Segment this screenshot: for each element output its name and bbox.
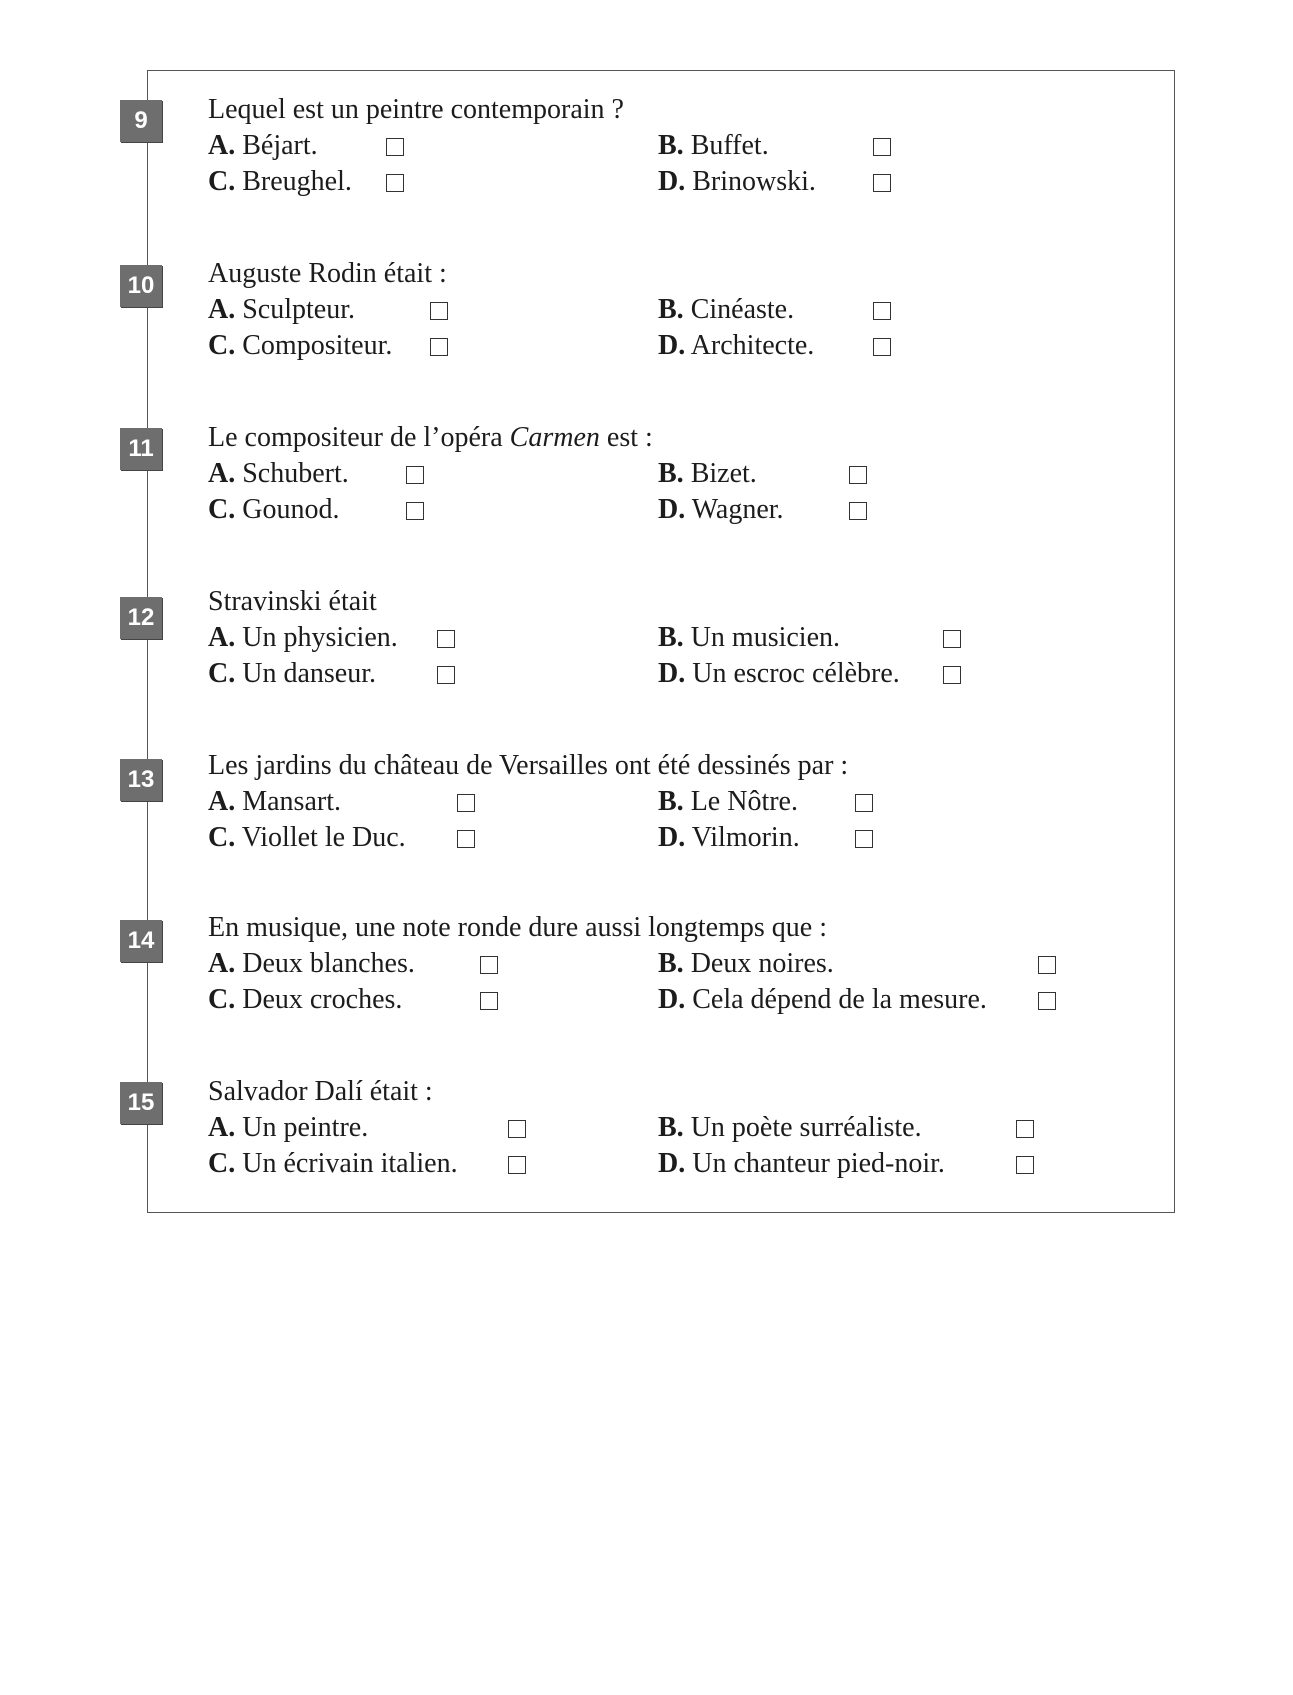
answer-option-letter: A. — [208, 458, 236, 489]
answer-checkbox[interactable] — [480, 956, 498, 974]
question-stem — [208, 584, 377, 620]
answer-option-letter: B. — [658, 294, 684, 325]
answer-option-text: Breughel. — [242, 166, 352, 197]
question-stem-italic: Carmen — [509, 422, 600, 453]
answer-option-text: Schubert. — [242, 458, 349, 489]
answer-option-text: Cela dépend de la mesure. — [692, 984, 987, 1015]
answer-option-letter: D. — [658, 494, 686, 525]
question-number-badge: 15 — [120, 1082, 162, 1124]
answer-option-text: Architecte. — [690, 330, 815, 361]
answer-checkbox[interactable] — [406, 502, 424, 520]
question-stem — [208, 420, 653, 456]
answer-option-letter: B. — [658, 622, 684, 653]
answer-option — [208, 164, 352, 200]
answer-option-letter: D. — [658, 984, 686, 1015]
question-stem-text: Lequel est un peintre contemporain ? — [208, 94, 624, 125]
answer-checkbox[interactable] — [873, 302, 891, 320]
question-stem — [208, 256, 447, 292]
question-stem — [208, 748, 848, 784]
answer-option — [658, 292, 794, 328]
answer-option — [658, 492, 784, 528]
answer-option-letter: D. — [658, 822, 686, 853]
answer-option — [208, 1110, 368, 1146]
question-stem — [208, 910, 827, 946]
answer-option-text: Mansart. — [242, 786, 341, 817]
answer-option-text: Un escroc célèbre. — [692, 658, 900, 689]
answer-option-letter: A. — [208, 786, 236, 817]
answer-option — [658, 620, 840, 656]
question-number-badge: 12 — [120, 597, 162, 639]
answer-option — [658, 656, 900, 692]
answer-checkbox[interactable] — [457, 794, 475, 812]
answer-checkbox[interactable] — [508, 1156, 526, 1174]
answer-checkbox[interactable] — [873, 338, 891, 356]
answer-option — [658, 456, 757, 492]
answer-option-letter: C. — [208, 984, 236, 1015]
question-stem — [208, 1074, 433, 1110]
question-stem-text: En musique, une note ronde dure aussi longtemps que : — [208, 912, 827, 943]
answer-option — [208, 328, 392, 364]
answer-option — [208, 820, 406, 856]
answer-checkbox[interactable] — [386, 174, 404, 192]
answer-option-text: Un poète surréaliste. — [690, 1112, 922, 1143]
answer-checkbox[interactable] — [873, 138, 891, 156]
answer-option-text: Deux blanches. — [242, 948, 415, 979]
answer-checkbox[interactable] — [855, 830, 873, 848]
question-stem-text-after: est : — [599, 422, 653, 453]
answer-option-letter: C. — [208, 494, 236, 525]
answer-checkbox[interactable] — [1016, 1156, 1034, 1174]
answer-option-text: Brinowski. — [692, 166, 816, 197]
answer-checkbox[interactable] — [430, 302, 448, 320]
answer-option-letter: A. — [208, 130, 236, 161]
answer-option-letter: B. — [658, 948, 684, 979]
answer-option — [208, 620, 398, 656]
answer-option-text: Béjart. — [242, 130, 318, 161]
answer-option — [208, 292, 355, 328]
question-stem-text: Salvador Dalí était : — [208, 1076, 433, 1107]
answer-option-letter: C. — [208, 822, 236, 853]
answer-option-text: Viollet le Duc. — [241, 822, 406, 853]
answer-option-text: Compositeur. — [242, 330, 393, 361]
answer-option-letter: D. — [658, 658, 686, 689]
answer-option-text: Gounod. — [242, 494, 340, 525]
answer-checkbox[interactable] — [437, 630, 455, 648]
question-number-badge: 11 — [120, 428, 162, 470]
answer-option — [208, 946, 415, 982]
answer-checkbox[interactable] — [457, 830, 475, 848]
answer-option — [658, 1110, 922, 1146]
answer-checkbox[interactable] — [873, 174, 891, 192]
answer-checkbox[interactable] — [1038, 992, 1056, 1010]
answer-option-letter: C. — [208, 330, 236, 361]
answer-checkbox[interactable] — [1016, 1120, 1034, 1138]
answer-checkbox[interactable] — [480, 992, 498, 1010]
answer-option-text: Vilmorin. — [691, 822, 800, 853]
answer-checkbox[interactable] — [943, 630, 961, 648]
answer-checkbox[interactable] — [855, 794, 873, 812]
question-number-badge: 14 — [120, 920, 162, 962]
answer-option-letter: B. — [658, 1112, 684, 1143]
answer-option-text: Un peintre. — [242, 1112, 369, 1143]
answer-option-text: Un danseur. — [242, 658, 376, 689]
answer-checkbox[interactable] — [849, 466, 867, 484]
answer-option-letter: D. — [658, 1148, 686, 1179]
answer-option — [208, 128, 318, 164]
answer-option-text: Un physicien. — [242, 622, 398, 653]
answer-checkbox[interactable] — [849, 502, 867, 520]
answer-option — [208, 456, 349, 492]
answer-option-text: Un musicien. — [690, 622, 840, 653]
answer-option-text: Le Nôtre. — [690, 786, 798, 817]
answer-option-letter: B. — [658, 786, 684, 817]
answer-option-letter: D. — [658, 166, 686, 197]
answer-option — [658, 1146, 945, 1182]
answer-option-letter: A. — [208, 622, 236, 653]
answer-checkbox[interactable] — [1038, 956, 1056, 974]
answer-checkbox[interactable] — [386, 138, 404, 156]
answer-option-text: Un chanteur pied-noir. — [692, 1148, 945, 1179]
answer-option — [208, 982, 402, 1018]
answer-checkbox[interactable] — [437, 666, 455, 684]
answer-option-letter: B. — [658, 130, 684, 161]
answer-option-text: Deux noires. — [690, 948, 834, 979]
answer-option — [208, 656, 376, 692]
answer-option — [208, 492, 339, 528]
answer-option — [208, 784, 341, 820]
question-stem-text: Les jardins du château de Versailles ont été dessinés par : — [208, 750, 849, 781]
answer-option-letter: C. — [208, 1148, 236, 1179]
question-number-badge: 9 — [120, 100, 162, 142]
answer-option-letter: A. — [208, 948, 236, 979]
answer-option — [658, 128, 769, 164]
answer-option-text: Cinéaste. — [690, 294, 795, 325]
answer-option-text: Bizet. — [690, 458, 757, 489]
answer-option-letter: A. — [208, 1112, 236, 1143]
answer-option-text: Un écrivain italien. — [242, 1148, 458, 1179]
answer-option-text: Deux croches. — [242, 984, 403, 1015]
answer-option — [658, 820, 800, 856]
answer-checkbox[interactable] — [430, 338, 448, 356]
question-stem-text: Le compositeur de l’opéra — [208, 422, 510, 453]
answer-option — [658, 164, 816, 200]
answer-option-letter: D. — [658, 330, 686, 361]
answer-option-letter: A. — [208, 294, 236, 325]
answer-option — [658, 328, 814, 364]
answer-checkbox[interactable] — [943, 666, 961, 684]
answer-option — [208, 1146, 458, 1182]
answer-option-text: Sculpteur. — [242, 294, 355, 325]
answer-checkbox[interactable] — [406, 466, 424, 484]
answer-option — [658, 784, 798, 820]
question-number-badge: 13 — [120, 759, 162, 801]
answer-checkbox[interactable] — [508, 1120, 526, 1138]
answer-option-letter: C. — [208, 166, 236, 197]
answer-option-letter: C. — [208, 658, 236, 689]
answer-option — [658, 982, 987, 1018]
answer-option — [658, 946, 834, 982]
answer-option-text: Wagner. — [691, 494, 784, 525]
question-number-badge: 10 — [120, 265, 162, 307]
question-stem-text: Stravinski était — [208, 586, 377, 617]
question-stem — [208, 92, 624, 128]
question-stem-text: Auguste Rodin était : — [208, 258, 447, 289]
answer-option-letter: B. — [658, 458, 684, 489]
answer-option-text: Buffet. — [690, 130, 769, 161]
